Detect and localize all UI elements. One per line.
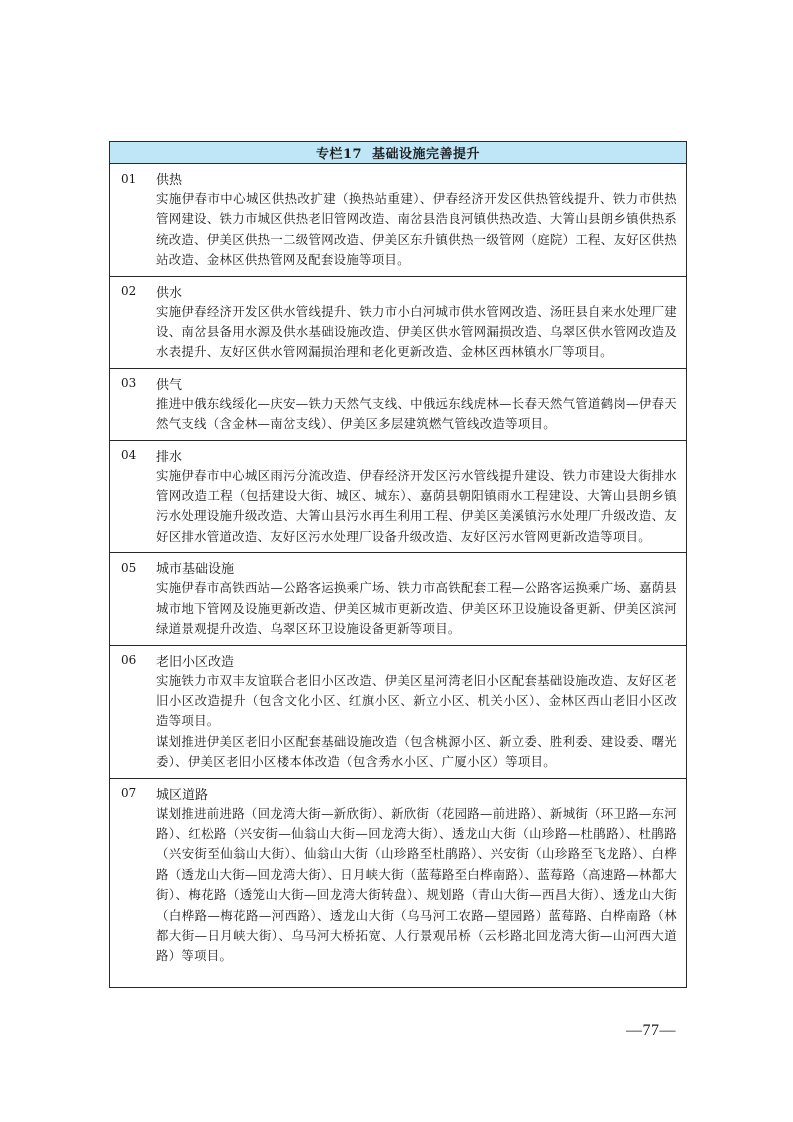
section-number: 01 bbox=[121, 171, 137, 186]
section-paragraph: 推进中俄东线绥化—庆安—铁力天然气支线、中俄远东线虎林—长春天然气管道鹤岗—伊春天然气支线（含金林—南岔支线）、伊美区多层建筑燃气管线改造等项目。 bbox=[156, 395, 677, 432]
section-paragraph: 实施伊春市中心城区供热改扩建（换热站重建）、伊春经济开发区供热管线提升、铁力市供热管网建设、铁力市城区供热老旧管网改造、南岔县浩良河镇供热改造、大箐山县朗乡镇供热系统改造、伊美区供热一二级管网改造、伊美区东升镇供热一级管网（庭院）工程、友好区供热站改造、金林区供热管网及配套设施等项目。 bbox=[156, 191, 677, 268]
section-paragraph: 实施铁力市双丰友谊联合老旧小区改造、伊美区星河湾老旧小区配套基础设施改造、友好区老旧小区改造提升（包含文化小区、红旗小区、新立小区、机关小区）、金林区西山老旧小区改造等项目。 bbox=[156, 672, 677, 729]
section-title: 老旧小区改造 bbox=[156, 654, 235, 670]
section-gas-supply bbox=[110, 369, 686, 441]
section-paragraph: 谋划推进前进路（回龙湾大街—新欣街）、新欣街（花园路—前进路）、新城街（环卫路—东河路）、红松路（兴安街—仙翁山大街—回龙湾大街）、透龙山大街（山珍路—杜鹃路）、杜鹃路（兴安街至仙翁山大街）、仙翁山大街（山珍路至杜鹃路）、兴安街（山珍路至飞龙路）、白桦路（透龙山大街—回龙湾大街）、日月峡大街（蓝莓路至白桦南路）、蓝莓路（高速路—林都大街）、梅花路（透笼山大街—回龙湾大街转盘）、规划路（青山大街—西昌大街）、透龙山大街（白桦路—梅花路—河西路）、透龙山大街（乌马河工农路—望园路）蓝莓路、白桦南路（林都大街—日月峡大街）、乌马河大桥拓宽、人行景观吊桥（云杉路北回龙湾大街—山河西大道路）等项目。 bbox=[156, 805, 677, 964]
section-drainage bbox=[110, 441, 686, 554]
section-title: 城市基础设施 bbox=[156, 562, 235, 578]
section-old-community-renovation bbox=[110, 646, 686, 779]
section-number: 06 bbox=[121, 653, 137, 667]
section-paragraph: 谋划推进伊美区老旧小区配套基础设施改造（包含桃源小区、新立委、胜利委、建设委、曙光委）、伊美区老旧小区楼本体改造（包含秀水小区、广厦小区）等项目。 bbox=[156, 733, 677, 770]
section-water-supply bbox=[110, 277, 686, 369]
section-title: 供气 bbox=[156, 377, 183, 393]
section-paragraph: 实施伊春市中心城区雨污分流改造、伊春经济开发区污水管线提升建设、铁力市建设大街排水管网改造工程（包括建设大街、城区、城东）、嘉荫县朝阳镇雨水工程建设、大箐山县朗乡镇污水处理设施升级改造、大箐山县污水再生利用工程、伊美区美溪镇污水处理厂升级改造、友好区排水管道改造、友好区污水处理厂设备升级改造、友好区污水管网更新改造等项目。 bbox=[156, 467, 677, 544]
section-title: 排水 bbox=[156, 449, 183, 465]
section-heating bbox=[110, 164, 686, 277]
box-title-text: 基础设施完善提升 bbox=[372, 147, 481, 162]
section-paragraph: 实施伊春经济开发区供水管线提升、铁力市小白河城市供水管网改造、汤旺县自来水处理厂建设、南岔县备用水源及供水基础设施改造、伊美区供水管网漏损改造、乌翠区供水管网改造及水表提升、友好区供水管网漏损治理和老化更新改造、金林区西林镇水厂等项目。 bbox=[156, 303, 677, 360]
section-title: 供热 bbox=[156, 173, 183, 188]
box-title bbox=[110, 142, 686, 164]
section-number: 04 bbox=[121, 448, 137, 463]
section-urban-roads bbox=[110, 779, 686, 972]
page-number: —77— bbox=[626, 1022, 676, 1039]
section-urban-infrastructure bbox=[110, 553, 686, 645]
section-title: 城区道路 bbox=[156, 787, 209, 803]
section-number: 05 bbox=[121, 560, 137, 575]
section-number: 03 bbox=[121, 376, 137, 391]
section-number: 02 bbox=[121, 284, 137, 299]
section-title: 供水 bbox=[156, 285, 183, 301]
feature-box bbox=[109, 141, 687, 988]
section-paragraph: 实施伊春市高铁西站—公路客运换乘广场、铁力市高铁配套工程—公路客运换乘广场、嘉荫县城市地下管网及设施更新改造、伊美区城市更新改造、伊美区环卫设施设备更新、伊美区滨河绿道景观提升改造、乌翠区环卫设施设备更新等项目。 bbox=[156, 580, 677, 637]
section-number: 07 bbox=[121, 786, 137, 801]
box-title-number: 专栏17 bbox=[315, 147, 363, 162]
